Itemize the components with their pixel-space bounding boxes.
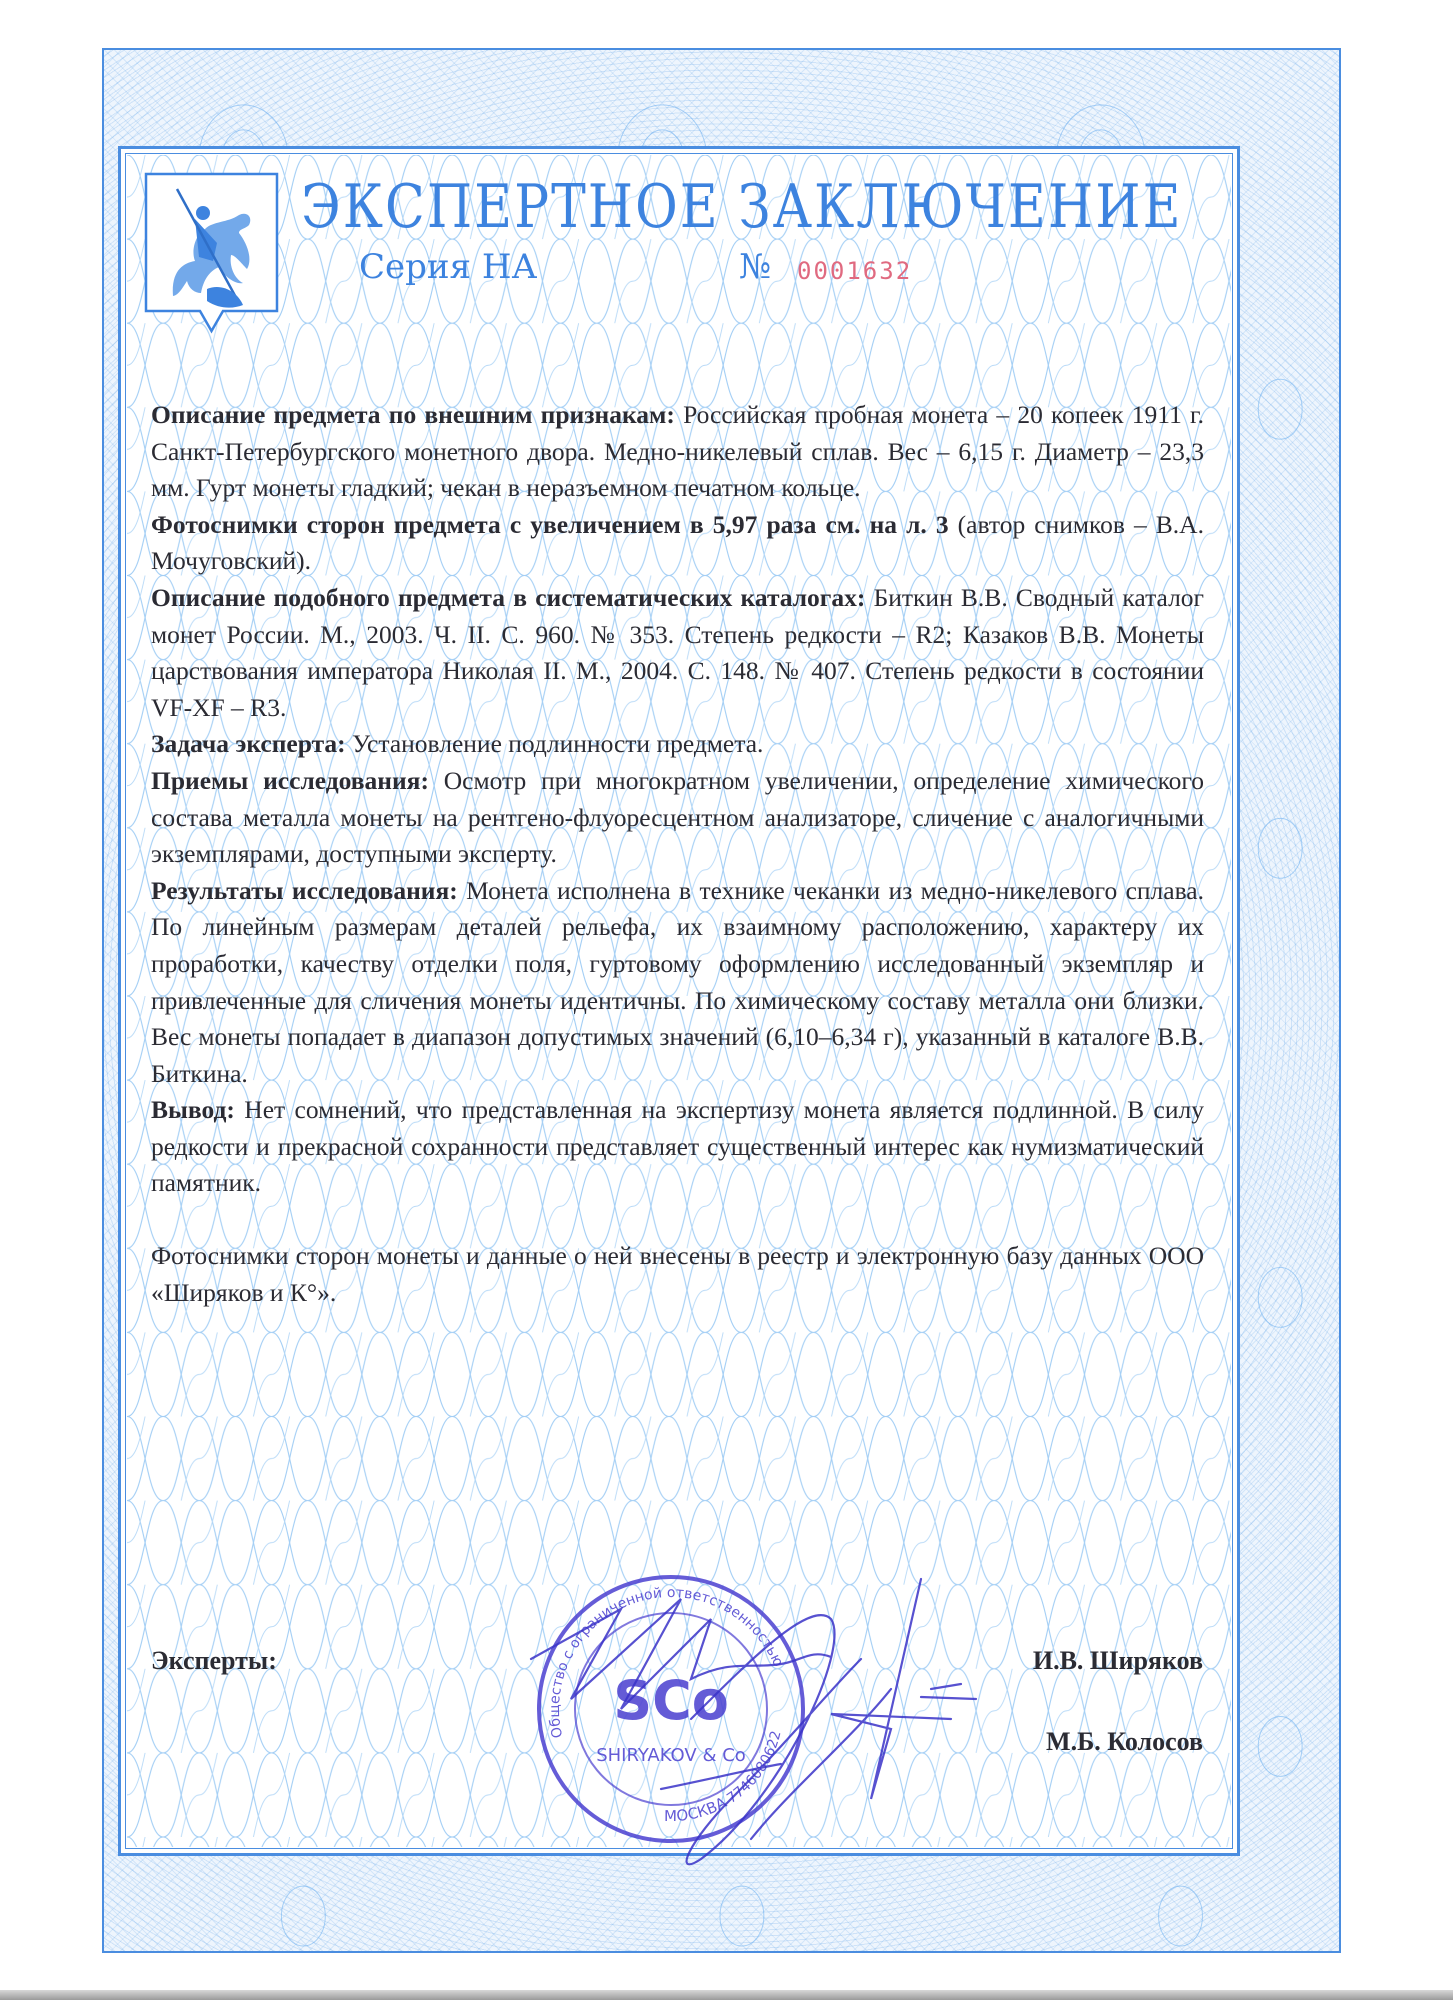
section-results — [151, 873, 1204, 1093]
section-conclusion — [151, 1092, 1204, 1202]
expert-name-1: И.В. Ширяков — [1032, 1646, 1203, 1675]
certificate-inner-panel — [118, 146, 1240, 1856]
section-catalogs — [151, 580, 1204, 726]
section-photos — [151, 507, 1204, 580]
section-text: Биткин В.В. Сводный каталог монет России. М., 2003. Ч. II. С. 960. № 353. Степень редкости – R2; Казаков В.В. Монеты царствования императора Николая II. М., 2004. С. 148. № 407. Степень редкости в состоянии VF-XF – R3. — [151, 582, 1205, 722]
section-text: Осмотр при многократном увеличении, определение химического состава металла монеты на рентгено-флуоресцентном анализаторе, сличение с аналогичными экземплярами, доступными эксперту. — [151, 765, 1204, 869]
stamp-city-text: МОСКВА — [663, 1793, 730, 1826]
paragraph-spacer — [151, 1202, 1204, 1238]
moscow-coat-of-arms-emblem — [143, 171, 280, 336]
stamp-logo: SCo — [613, 1669, 729, 1732]
section-label: Задача эксперта: — [151, 729, 346, 759]
section-methods — [151, 763, 1204, 873]
section-label: Результаты исследования: — [151, 875, 458, 905]
section-task — [151, 726, 1204, 763]
section-label: Приемы исследования: — [151, 765, 429, 795]
section-label: Вывод: — [151, 1095, 235, 1125]
scan-edge — [0, 1990, 1453, 2000]
certificate-body — [151, 397, 1204, 1311]
section-text: Нет сомнений, что представленная на экспертизу монета является подлинной. В силу редкости и прекрасной сохранности представляет существенный интерес как нумизматический памятник. — [151, 1095, 1204, 1198]
stamp-ring-text: Общество с ограниченной ответственностью — [546, 1584, 787, 1740]
section-text: Установление подлинности предмета. — [345, 729, 764, 759]
section-label: Описание предмета по внешним признакам: — [151, 400, 675, 429]
certificate-number: 0001632 — [797, 257, 913, 285]
stamp-company-name: SHIRYAKOV & Co — [596, 1745, 746, 1766]
stamp-registration-number: 7746080622 — [724, 1729, 785, 1807]
number-sign: № — [739, 247, 772, 287]
registry-note: Фотоснимки сторон монеты и данные о ней внесены в реестр и электронную базу данных ООО «Ширяков и К°». — [151, 1241, 1204, 1307]
section-description — [151, 397, 1204, 507]
section-text: (автор снимков – В.А. Мочуговский). — [151, 509, 1204, 576]
expert-name-2: М.Б. Колосов — [1046, 1727, 1203, 1756]
section-label: Фотоснимки сторон предмета с увеличением в 5,97 раза см. на л. 3 — [151, 509, 949, 539]
series-label: Серия НА — [359, 247, 538, 287]
experts-label: Эксперты: — [151, 1646, 277, 1675]
section-text: Российская пробная монета – 20 копеек 1911 г. Санкт-Петербургского монетного двора. Медно-никелевый сплав. Вес – 6,15 г. Диаметр – 23,3 мм. Гурт монеты гладкий; чекан в неразъемном печатном кольце. — [151, 400, 1204, 503]
section-text: Монета исполнена в технике чеканки из медно-никелевого сплава. По линейным размерам деталей рельефа, их взаимному расположению, характеру их проработки, качеству отделки поля, гуртовому оформлению исследованный экземпляр и привлеченные для сличения монеты идентичны. По химическому составу металла они близки. Вес монеты попадает в диапазон допустимых значений (6,10–6,34 г), указанный в каталоге В.В. Биткина. — [151, 875, 1204, 1088]
section-label: Описание подобного предмета в систематических каталогах: — [151, 582, 866, 612]
company-seal-stamp — [531, 1569, 811, 1849]
svg-text:МОСКВА — [659, 1788, 731, 1833]
document-title: ЭКСПЕРТНОЕ ЗАКЛЮЧЕНИЕ — [301, 173, 1183, 242]
